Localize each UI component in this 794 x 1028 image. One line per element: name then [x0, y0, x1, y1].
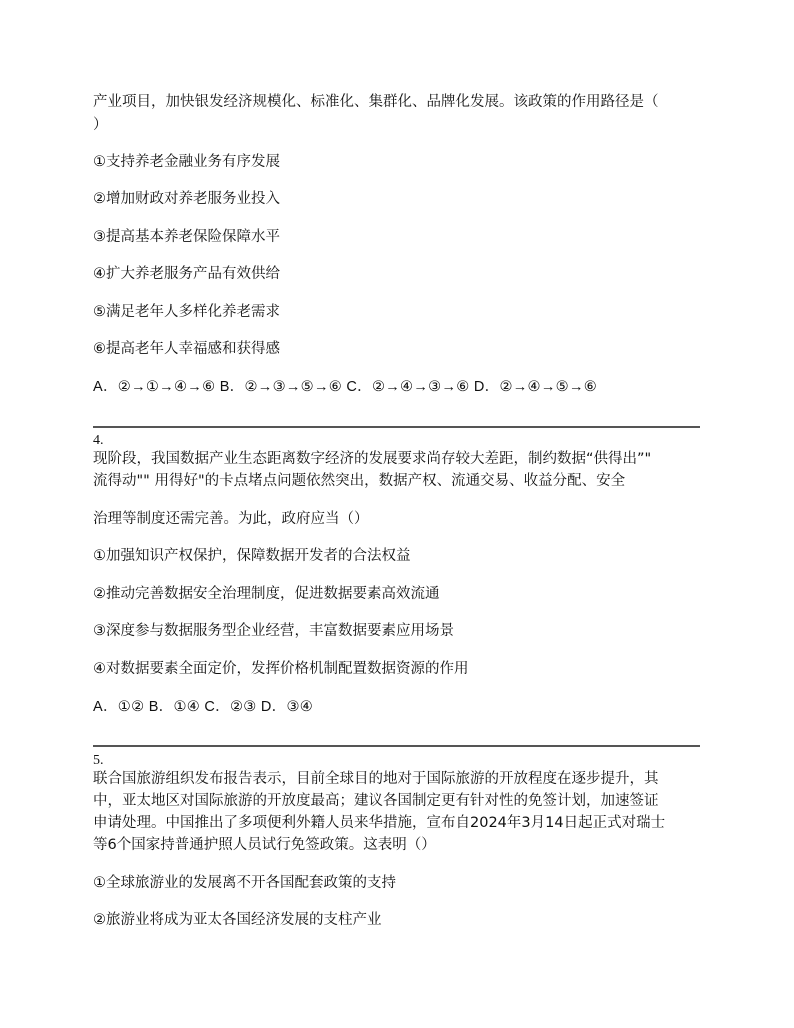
divider-q4-q5 [93, 745, 700, 747]
q5-option-2: ②旅游业将成为亚太各国经济发展的支柱产业 [93, 912, 382, 928]
q3-option-1: ①支持养老金融业务有序发展 [93, 154, 280, 170]
q3-option-6: ⑥提高老年人幸福感和获得感 [93, 341, 280, 357]
q4-option-3: ③深度参与数据服务型企业经营，丰富数据要素应用场景 [93, 623, 454, 639]
q4-number: 4. [93, 433, 104, 448]
q4-option-1: ①加强知识产权保护，保障数据开发者的合法权益 [93, 548, 411, 564]
q3-option-2: ②增加财政对养老服务业投入 [93, 191, 280, 207]
q4-stem-line-2: 流得动"" 用得好"的卡点堵点问题依然突出，数据产权、流通交易、收益分配、安全 [93, 473, 626, 489]
q5-stem-line-4: 等6个国家持普通护照人员试行免签政策。这表明（） [93, 837, 436, 853]
q5-option-1: ①全球旅游业的发展离不开各国配套政策的支持 [93, 875, 396, 891]
q3-stem-line-1: 产业项目，加快银发经济规模化、标准化、集群化、品牌化发展。该政策的作用路径是（ [93, 94, 659, 110]
q4-option-4: ④对数据要素全面定价，发挥价格机制配置数据资源的作用 [93, 661, 469, 677]
q5-stem-line-2: 中，亚太地区对国际旅游的开放度最高；建议各国制定更有针对性的免签计划，加速签证 [93, 793, 659, 809]
q3-option-4: ④扩大养老服务产品有效供给 [93, 266, 280, 282]
q3-option-3: ③提高基本养老保险保障水平 [93, 229, 280, 245]
q3-answer-choices: A．②→①→④→⑥ B．②→③→⑤→⑥ C．②→④→③→⑥ D．②→④→⑤→⑥ [93, 379, 598, 395]
q3-stem-line-2: ） [93, 117, 108, 133]
q4-answer-choices: A．①② B．①④ C．②③ D．③④ [93, 699, 314, 715]
q3-option-5: ⑤满足老年人多样化养老需求 [93, 304, 280, 320]
divider-q3-q4 [93, 426, 700, 428]
q4-stem-line-3: 治理等制度还需完善。为此，政府应当（） [93, 511, 369, 527]
q5-stem-line-1: 联合国旅游组织发布报告表示，目前全球目的地对于国际旅游的开放程度在逐步提升，其 [93, 771, 659, 787]
q5-stem-line-3: 申请处理。中国推出了多项便利外籍人员来华措施，宣布自2024年3月14日起正式对瑞士 [93, 815, 666, 831]
q5-number: 5. [93, 753, 104, 768]
q4-stem-line-1: 现阶段，我国数据产业生态距离数字经济的发展要求尚存较大差距，制约数据“供得出”" [93, 451, 652, 467]
q4-option-2: ②推动完善数据安全治理制度，促进数据要素高效流通 [93, 586, 440, 602]
